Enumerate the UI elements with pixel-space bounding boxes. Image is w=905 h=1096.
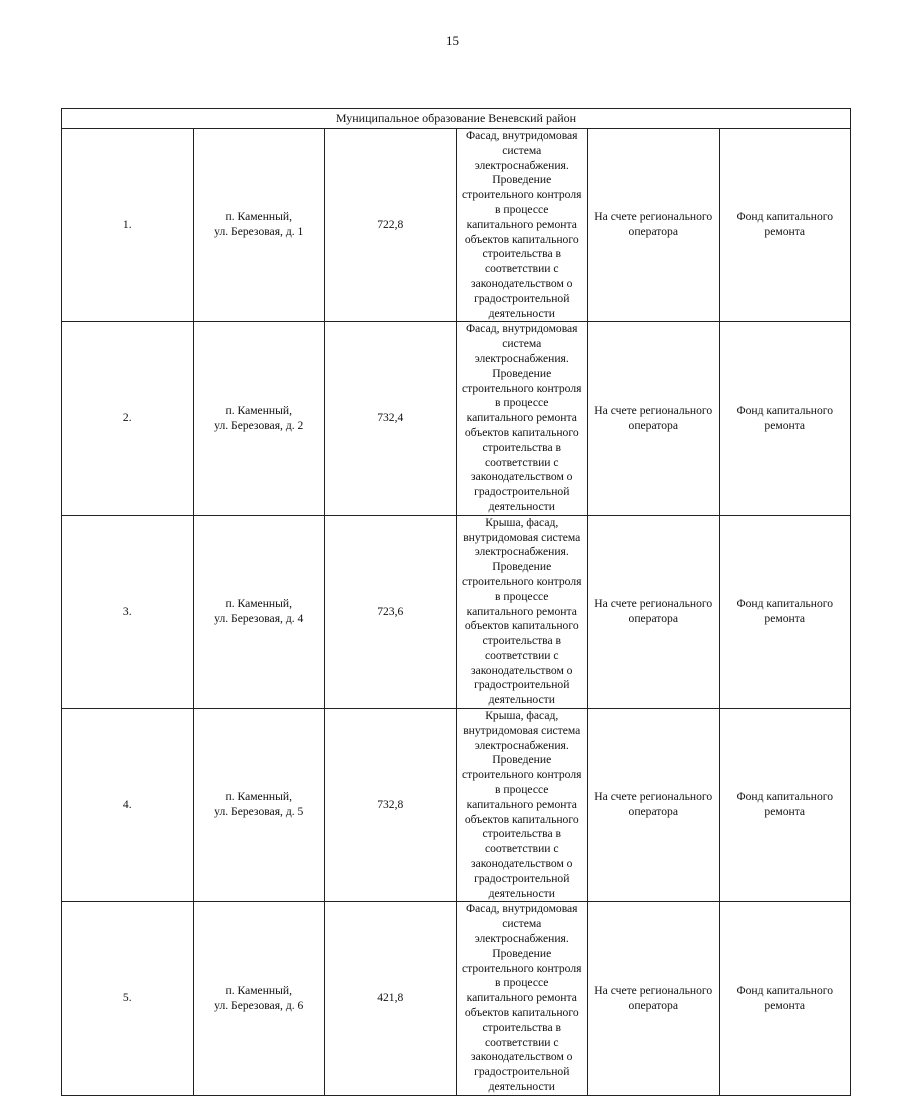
address-street: ул. Березовая, д. 5 (214, 805, 304, 819)
works-cell: Фасад, внутридомовая система электроснабжения. Проведение строительного контроля в процессе капитального ремонта объектов капитального строительства в соответствии с законодательством о градостроительной деятельности (456, 322, 588, 515)
area-cell: 722,8 (325, 129, 457, 322)
address-street: ул. Березовая, д. 2 (214, 418, 304, 432)
funding-source-cell: Фонд капитального ремонта (719, 902, 851, 1095)
works-cell: Крыша, фасад, внутридомовая система электроснабжения. Проведение строительного контроля в процессе капитального ремонта объектов капитального строительства в соответствии с законодательством о градостроительной деятельности (456, 709, 588, 902)
row-number: 5. (62, 902, 194, 1095)
page-number: 15 (446, 33, 459, 48)
table-row (62, 129, 851, 322)
address-settlement: п. Каменный, (225, 597, 292, 611)
area-cell: 723,6 (325, 515, 457, 708)
address-settlement: п. Каменный, (225, 790, 292, 804)
address-street: ул. Березовая, д. 6 (214, 998, 304, 1012)
funding-source-cell: Фонд капитального ремонта (719, 322, 851, 515)
row-number: 2. (62, 322, 194, 515)
row-number: 4. (62, 709, 194, 902)
table-row (62, 322, 851, 515)
address-cell (193, 709, 325, 902)
address-street: ул. Березовая, д. 4 (214, 611, 304, 625)
works-cell: Крыша, фасад, внутридомовая система электроснабжения. Проведение строительного контроля в процессе капитального ремонта объектов капитального строительства в соответствии с законодательством о градостроительной деятельности (456, 515, 588, 708)
funding-source-cell: Фонд капитального ремонта (719, 709, 851, 902)
municipality-title: Муниципальное образование Веневский район (62, 109, 851, 129)
works-cell: Фасад, внутридомовая система электроснабжения. Проведение строительного контроля в процессе капитального ремонта объектов капитального строительства в соответствии с законодательством о градостроительной деятельности (456, 129, 588, 322)
address-settlement: п. Каменный, (225, 403, 292, 417)
area-cell: 732,4 (325, 322, 457, 515)
account-cell: На счете регионального оператора (588, 709, 720, 902)
address-street: ул. Березовая, д. 1 (214, 225, 304, 239)
address-settlement: п. Каменный, (225, 983, 292, 997)
funding-source-cell: Фонд капитального ремонта (719, 129, 851, 322)
account-cell: На счете регионального оператора (588, 129, 720, 322)
address-cell (193, 129, 325, 322)
table-row (62, 902, 851, 1095)
address-settlement: п. Каменный, (225, 210, 292, 224)
table-row (62, 515, 851, 708)
table-row (62, 709, 851, 902)
row-number: 1. (62, 129, 194, 322)
address-cell (193, 515, 325, 708)
row-number: 3. (62, 515, 194, 708)
repair-registry-table (61, 108, 851, 1096)
works-cell: Фасад, внутридомовая система электроснабжения. Проведение строительного контроля в процессе капитального ремонта объектов капитального строительства в соответствии с законодательством о градостроительной деятельности (456, 902, 588, 1095)
address-cell (193, 322, 325, 515)
address-cell (193, 902, 325, 1095)
account-cell: На счете регионального оператора (588, 515, 720, 708)
funding-source-cell: Фонд капитального ремонта (719, 515, 851, 708)
account-cell: На счете регионального оператора (588, 322, 720, 515)
group-header-row (62, 109, 851, 129)
area-cell: 421,8 (325, 902, 457, 1095)
account-cell: На счете регионального оператора (588, 902, 720, 1095)
area-cell: 732,8 (325, 709, 457, 902)
